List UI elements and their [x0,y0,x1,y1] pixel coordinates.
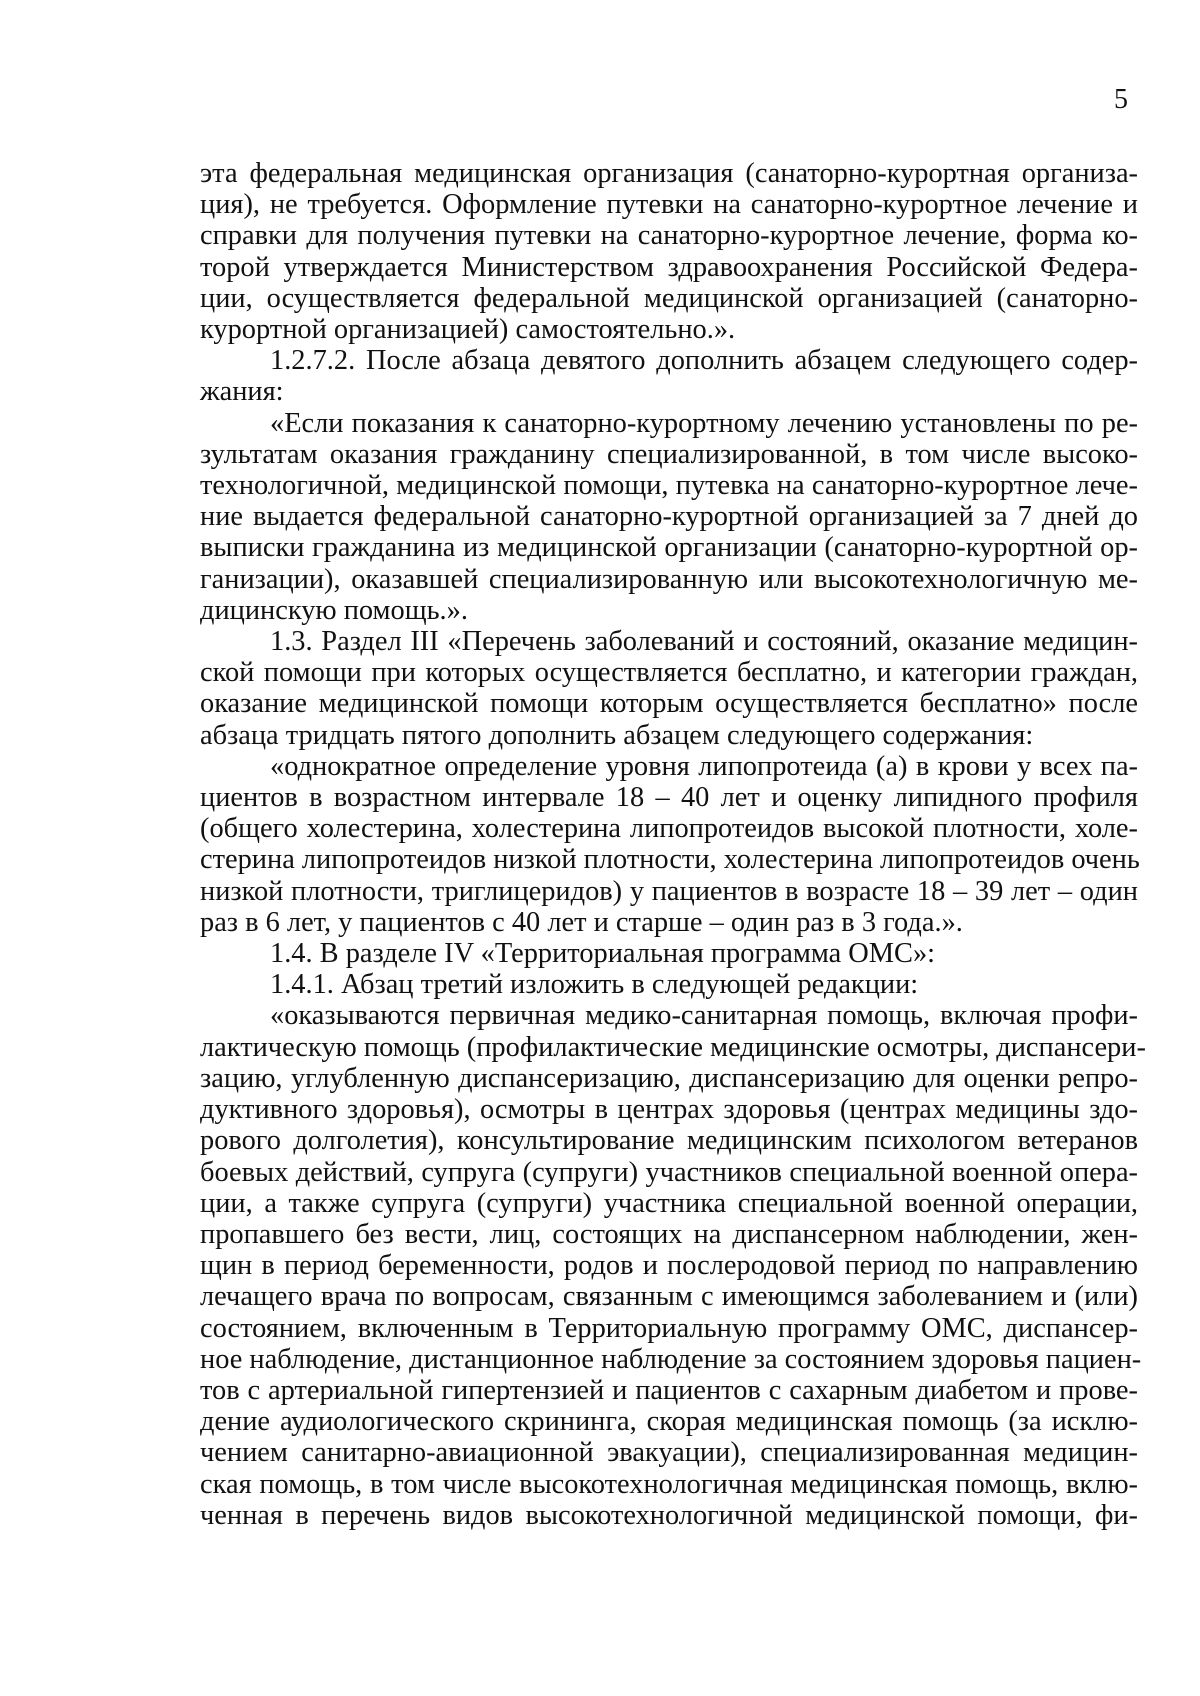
text-line: ное наблюдение, дистанционное наблюдение за состоянием здоровья пациен- [200,1343,1142,1375]
text-line: щин в период беременности, родов и послеродовой период по направлению [200,1250,1138,1282]
text-line: выписки гражданина из медицинской организации (санаторно-курортной ор- [200,532,1138,564]
text-line: дуктивного здоровья), осмотры в центрах здоровья (центрах медицины здо- [200,1094,1138,1126]
text-line: стерина липопротеидов низкой плотности, холестерина липопротеидов очень [200,844,1140,876]
text-line: справки для получения путевки на санаторно-курортное лечение, форма ко- [200,220,1138,252]
text-line: зультатам оказания гражданину специализированной, в том числе высоко- [200,438,1138,470]
text-line: технологичной, медицинской помощи, путевка на санаторно-курортное лече- [200,470,1138,502]
text-line: низкой плотности, триглицеридов) у пациентов в возрасте 18 – 39 лет – один [200,875,1138,907]
text-line: 1.4.1. Абзац третий изложить в следующей редакции: [270,969,919,1001]
text-line: (общего холестерина, холестерина липопротеидов высокой плотности, холе- [200,813,1138,845]
text-line: торой утверждается Министерством здравоохранения Российской Федера- [200,251,1138,283]
text-line: эта федеральная медицинская организация (санаторно-курортная организа- [200,158,1138,189]
text-line: зацию, углубленную диспансеризацию, диспансеризацию для оценки репро- [200,1062,1138,1094]
text-line: боевых действий, супруга (супруги) участников специальной военной опера- [200,1156,1138,1188]
text-line: дицинскую помощь.». [200,594,468,626]
text-line: жания: [200,376,284,408]
text-line: ции, осуществляется федеральной медицинской организацией (санаторно- [200,282,1138,314]
text-line: ция), не требуется. Оформление путевки на санаторно-курортное лечение и [200,189,1138,221]
text-line: тов с артериальной гипертензией и пациентов с сахарным диабетом и прове- [200,1374,1138,1406]
paragraph [200,408,1138,626]
text-line: «однократное определение уровня липопротеида (а) в крови у всех па- [270,750,1138,782]
document-body [200,158,1146,1531]
text-line: ская помощь, в том числе высокотехнологичная медицинская помощь, вклю- [200,1468,1138,1500]
paragraph [200,345,1138,407]
text-line: состоянием, включенным в Территориальную программу ОМС, диспансер- [200,1312,1138,1344]
text-line: 1.4. В разделе IV «Территориальная программа ОМС»: [270,938,936,970]
text-line: «оказываются первичная медико-санитарная помощь, включая профи- [270,1000,1138,1032]
text-line: чением санитарно-авиационной эвакуации), специализированная медицин- [200,1437,1138,1469]
paragraph [200,1000,1146,1531]
text-line: дение аудиологического скрининга, скорая медицинская помощь (за исклю- [200,1406,1138,1438]
paragraph [200,158,1138,345]
text-line: 1.2.7.2. После абзаца девятого дополнить абзацем следующего содер- [270,345,1138,377]
text-line: ской помощи при которых осуществляется бесплатно, и категории граждан, [200,657,1138,689]
paragraph [200,751,1138,938]
text-line: ченная в перечень видов высокотехнологичной медицинской помощи, фи- [200,1499,1138,1531]
text-line: ции, а также супруга (супруги) участника специальной военной операции, [200,1187,1138,1219]
text-line: 1.3. Раздел III «Перечень заболеваний и состояний, оказание медицин- [270,626,1138,658]
text-line: ние выдается федеральной санаторно-курортной организацией за 7 дней до [200,501,1138,533]
text-line: «Если показания к санаторно-курортному лечению установлены по ре- [270,407,1138,439]
text-line: циентов в возрастном интервале 18 – 40 лет и оценку липидного профиля [200,782,1138,814]
paragraph [200,626,1138,751]
text-line: курортной организацией) самостоятельно.». [200,314,736,346]
text-line: раз в 6 лет, у пациентов с 40 лет и старше – один раз в 3 года.». [200,906,963,938]
paragraph [200,938,1138,969]
text-line: рового долголетия), консультирование медицинским психологом ветеранов [200,1125,1138,1157]
text-line: абзаца тридцать пятого дополнить абзацем следующего содержания: [200,719,1034,751]
text-line: ганизации), оказавшей специализированную или высокотехнологичную ме- [200,563,1138,595]
page-number: 5 [1114,84,1128,115]
paragraph [200,969,1138,1000]
text-line: пропавшего без вести, лиц, состоящих на диспансерном наблюдении, жен- [200,1218,1138,1250]
text-line: лактическую помощь (профилактические медицинские осмотры, диспансери- [200,1031,1146,1063]
text-line: лечащего врача по вопросам, связанным с имеющимся заболеванием и (или) [200,1281,1138,1313]
text-line: оказание медицинской помощи которым осуществляется бесплатно» после [200,688,1138,720]
